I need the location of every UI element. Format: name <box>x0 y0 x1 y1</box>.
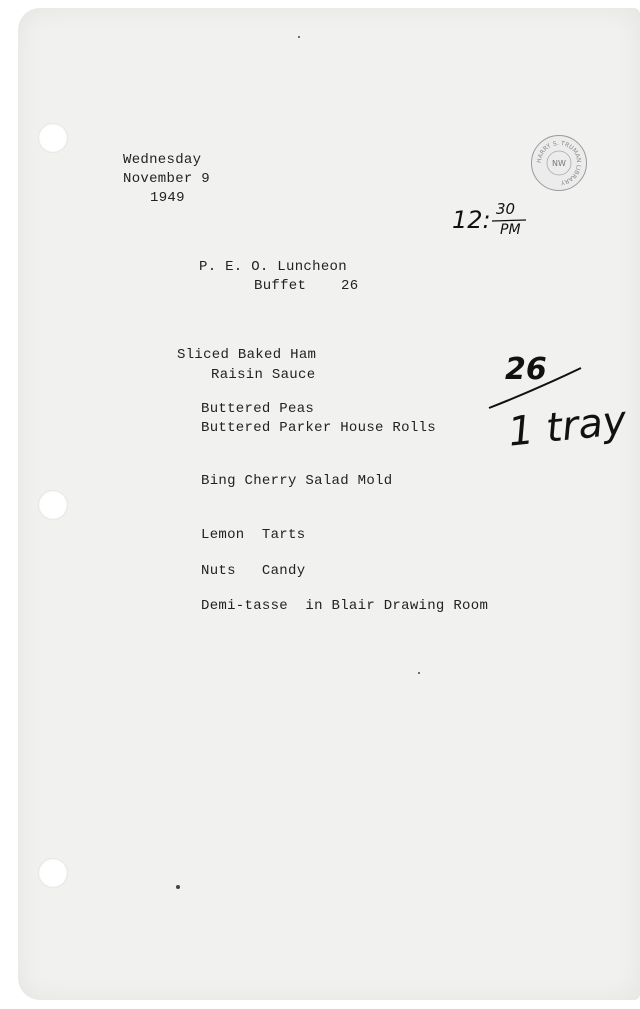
handwritten-count: 26 <box>505 352 547 387</box>
event-subtitle: Buffet 26 <box>254 278 359 294</box>
paper-speck <box>176 885 180 889</box>
date-year: 1949 <box>150 190 185 206</box>
handwritten-time-minutes: 30 <box>496 200 516 218</box>
punch-hole-top <box>38 123 68 153</box>
truman-library-stamp <box>531 135 587 191</box>
punch-hole-bottom <box>38 858 68 888</box>
event-title: P. E. O. Luncheon <box>199 259 347 275</box>
menu-main-course: Sliced Baked Ham <box>177 347 317 363</box>
menu-demitasse: Demi-tasse in Blair Drawing Room <box>201 598 489 614</box>
paper-speck <box>418 672 420 674</box>
date-weekday: Wednesday <box>123 152 202 168</box>
menu-side-peas: Buttered Peas <box>201 401 315 417</box>
menu-dessert: Lemon Tarts <box>201 527 306 543</box>
stamp-seal-icon <box>532 136 586 190</box>
stamp-text: HARRY S. TRUMAN LIBRARY <box>535 139 583 186</box>
punch-hole-middle <box>38 490 68 520</box>
menu-side-rolls: Buttered Parker House Rolls <box>201 420 436 436</box>
handwritten-note: 1 tray <box>506 397 629 456</box>
menu-salad: Bing Cherry Salad Mold <box>201 473 393 489</box>
menu-sauce: Raisin Sauce <box>211 367 316 383</box>
date-month-day: November 9 <box>123 171 211 187</box>
handwritten-time-period: PM <box>500 222 521 238</box>
paper-speck <box>298 36 300 38</box>
stamp-mark: NW <box>552 159 566 168</box>
menu-nuts-candy: Nuts Candy <box>201 563 306 579</box>
handwritten-time-hour: 12: <box>452 206 491 234</box>
